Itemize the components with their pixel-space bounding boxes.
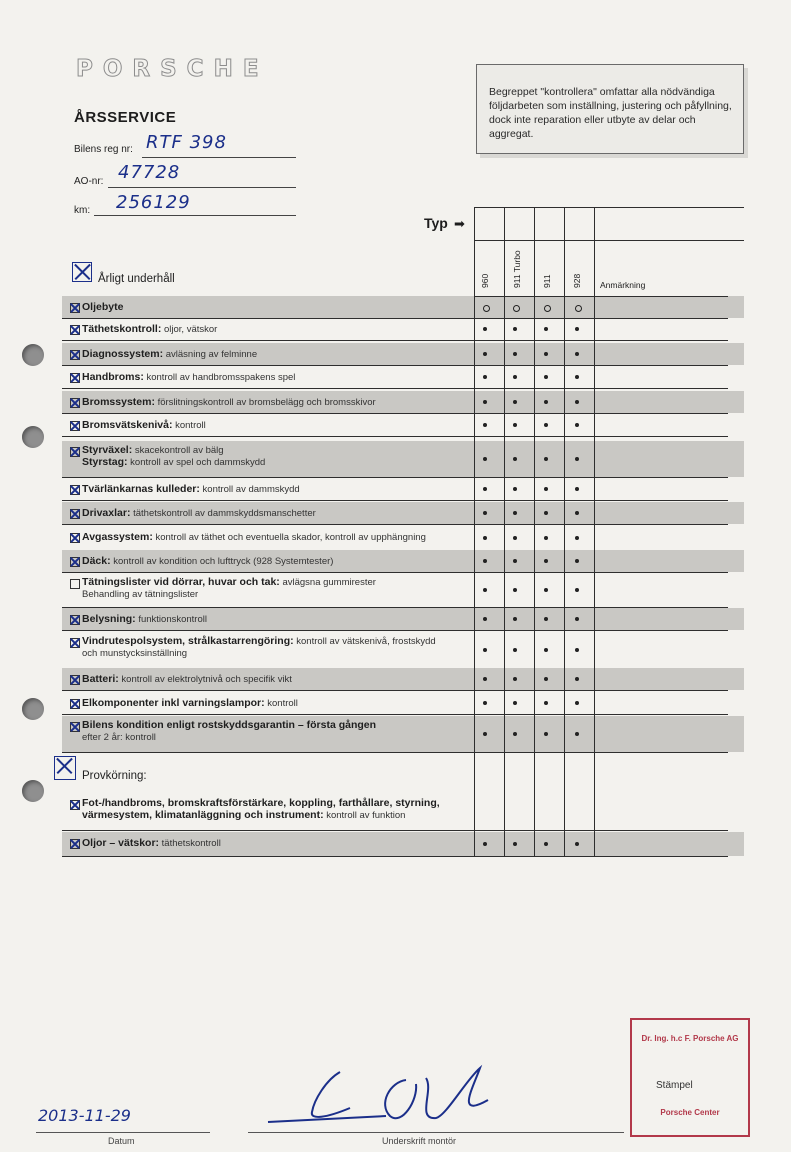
- dot-mark: [544, 375, 548, 379]
- checkbox-checked: [70, 699, 80, 709]
- binder-hole: [22, 698, 44, 720]
- row-text-detail: kontroll av vätskenivå, frostskydd: [293, 636, 436, 647]
- row-text: [82, 323, 217, 335]
- dot-mark: [544, 842, 548, 846]
- row-text-bold: Batteri:: [82, 673, 119, 685]
- row-text: [82, 371, 295, 383]
- section-checkbox: [72, 262, 92, 282]
- dot-mark: [483, 327, 487, 331]
- checkbox-checked: [70, 800, 80, 810]
- row-text-detail: kontroll: [264, 698, 298, 709]
- ring-mark: [575, 305, 582, 312]
- typ-label: Typ: [424, 215, 448, 231]
- row-text-bold: Styrväxel:: [82, 444, 133, 456]
- dot-mark: [513, 617, 517, 621]
- stamp-line-3: Porsche Center: [660, 1108, 720, 1117]
- row-text-detail: kontroll av handbromsspakens spel: [143, 372, 296, 383]
- row-text-detail-2: Behandling av tätningslister: [82, 589, 199, 600]
- row-line: [62, 630, 728, 631]
- dot-mark: [513, 842, 517, 846]
- dot-mark: [544, 457, 548, 461]
- row-line: [62, 436, 728, 437]
- checklist-row: [62, 502, 744, 524]
- checklist-row: [62, 794, 744, 830]
- dot-mark: [483, 617, 487, 621]
- row-text: [82, 697, 298, 709]
- signature-label: Underskrift montör: [382, 1136, 457, 1146]
- dot-mark: [483, 677, 487, 681]
- checklist-row: [62, 608, 744, 630]
- row-line: [62, 690, 728, 691]
- row-text-detail: funktionskontroll: [135, 614, 207, 625]
- dot-mark: [575, 559, 579, 563]
- dot-mark: [483, 487, 487, 491]
- reg-line: [142, 157, 296, 158]
- dot-mark: [513, 375, 517, 379]
- reg-value: RTF 398: [146, 132, 227, 153]
- dot-mark: [575, 677, 579, 681]
- row-text-detail: skacekontroll av bälg: [132, 445, 224, 456]
- checkbox-checked: [70, 373, 80, 383]
- row-text-bold: Avgassystem:: [82, 531, 153, 543]
- checkbox-checked: [70, 615, 80, 625]
- grid-bottom-line: [474, 296, 728, 297]
- checklist-row: [62, 296, 744, 318]
- row-text: [82, 301, 123, 313]
- dot-mark: [544, 732, 548, 736]
- checkbox-checked: [70, 557, 80, 567]
- row-text: [82, 419, 206, 431]
- checkbox-checked: [70, 675, 80, 685]
- ao-line: [108, 187, 296, 188]
- row-line: [62, 714, 728, 715]
- dot-mark: [483, 536, 487, 540]
- row-text-bold: Elkomponenter inkl varningslampor:: [82, 697, 265, 709]
- checkbox-checked: [70, 533, 80, 543]
- km-value: 256129: [116, 192, 191, 213]
- dot-mark: [575, 487, 579, 491]
- row-text-detail: kontroll av elektrolytnivå och specifik vikt: [118, 674, 292, 685]
- checklist-row: [62, 318, 744, 340]
- row-text-detail-2: kontroll av spel och dammskydd: [127, 457, 266, 468]
- dot-mark: [544, 487, 548, 491]
- dot-mark: [544, 423, 548, 427]
- ring-mark: [483, 305, 490, 312]
- dot-mark: [544, 648, 548, 652]
- dot-mark: [544, 588, 548, 592]
- reg-label: Bilens reg nr:: [74, 144, 133, 155]
- checklist-row: [62, 343, 744, 365]
- dot-mark: [575, 536, 579, 540]
- checkbox-checked: [70, 350, 80, 360]
- row-text-bold: Fot-/handbroms, bromskraftsförstärkare, koppling, farthållare, styrning,: [82, 797, 440, 809]
- row-text: [82, 396, 376, 408]
- dot-mark: [575, 423, 579, 427]
- row-text-detail: avlägsna gummirester: [279, 577, 376, 588]
- row-text-detail: kontroll av dammskydd: [199, 484, 300, 495]
- row-line: [62, 524, 728, 525]
- dot-mark: [544, 536, 548, 540]
- row-text-detail: täthetskontroll av dammskyddsmanschetter: [130, 508, 316, 519]
- dot-mark: [575, 617, 579, 621]
- arrow-right-icon: ➡: [454, 216, 465, 231]
- ao-label: AO-nr:: [74, 176, 104, 187]
- date-label: Datum: [108, 1136, 135, 1146]
- dot-mark: [513, 352, 517, 356]
- row-line: [62, 388, 728, 389]
- row-line: [62, 340, 728, 341]
- row-text-bold: Belysning:: [82, 613, 136, 625]
- checklist-row: [62, 692, 744, 714]
- dot-mark: [575, 327, 579, 331]
- row-text-detail-2: efter 2 år: kontroll: [82, 732, 156, 743]
- dot-mark: [513, 487, 517, 491]
- checkbox-checked: [70, 325, 80, 335]
- header-top-line: [474, 207, 744, 208]
- dot-mark: [575, 701, 579, 705]
- dot-mark: [483, 701, 487, 705]
- ao-value: 47728: [118, 162, 181, 183]
- checklist-row: [62, 573, 744, 607]
- section-label-annual: Årligt underhåll: [98, 273, 175, 285]
- dot-mark: [575, 457, 579, 461]
- dot-mark: [513, 732, 517, 736]
- row-text-detail-2: kontroll av funktion: [323, 810, 406, 821]
- remarks-header: Anmärkning: [600, 280, 646, 290]
- row-text: [82, 797, 440, 821]
- row-text-detail: kontroll av kondition och lufttryck (928 Systemtester): [110, 556, 334, 567]
- dot-mark: [544, 701, 548, 705]
- binder-hole: [22, 344, 44, 366]
- checkbox-checked: [70, 722, 80, 732]
- dot-mark: [513, 559, 517, 563]
- grid-col-line: [564, 207, 565, 857]
- dot-mark: [544, 400, 548, 404]
- row-text: [82, 719, 376, 743]
- notice-box: [476, 64, 744, 154]
- row-text-bold: Drivaxlar:: [82, 507, 131, 519]
- row-text: [82, 348, 257, 360]
- grid-col-line: [504, 207, 505, 857]
- dot-mark: [575, 648, 579, 652]
- checklist-row: [62, 414, 744, 436]
- dot-mark: [483, 423, 487, 427]
- grid-col-line: [534, 207, 535, 857]
- signature: [266, 1060, 496, 1130]
- section-checkbox: [54, 756, 76, 780]
- checklist-row: [62, 391, 744, 413]
- checklist-row: [62, 526, 744, 550]
- binder-hole: [22, 426, 44, 448]
- header-mid-line: [474, 240, 744, 241]
- grid-col-line: [594, 207, 595, 857]
- dot-mark: [575, 588, 579, 592]
- km-line: [94, 215, 296, 216]
- dot-mark: [513, 400, 517, 404]
- checklist-row: [62, 632, 744, 668]
- grid-col-line: [474, 207, 475, 857]
- row-text: [82, 507, 316, 519]
- checkbox-checked: [70, 421, 80, 431]
- dot-mark: [513, 423, 517, 427]
- column-header: 960: [480, 273, 490, 288]
- row-text-bold: Tvärlänkarnas kulleder:: [82, 483, 200, 495]
- row-text-bold: Vindrutespolsystem, strålkastarrengöring:: [82, 635, 294, 647]
- row-text: [82, 555, 333, 567]
- row-text-bold: Bilens kondition enligt rostskyddsgarantin – första gången: [82, 719, 377, 731]
- row-text-detail: förslitningskontroll av bromsbelägg och bromsskivor: [154, 397, 376, 408]
- row-text-bold: Diagnossystem:: [82, 348, 164, 360]
- checkbox-checked: [70, 509, 80, 519]
- dot-mark: [513, 677, 517, 681]
- dot-mark: [575, 352, 579, 356]
- dot-mark: [575, 842, 579, 846]
- checkbox-checked: [70, 447, 80, 457]
- row-text: [82, 837, 221, 849]
- dot-mark: [483, 511, 487, 515]
- checklist-row: [62, 832, 744, 856]
- dot-mark: [483, 352, 487, 356]
- column-header: 911: [542, 274, 552, 288]
- date-line: [36, 1132, 210, 1133]
- dot-mark: [483, 842, 487, 846]
- signature-line: [248, 1132, 624, 1133]
- dot-mark: [483, 457, 487, 461]
- row-text-detail: kontroll: [172, 420, 206, 431]
- dot-mark: [513, 648, 517, 652]
- checkbox-checked: [70, 638, 80, 648]
- row-line: [62, 752, 728, 753]
- row-text-bold: Bromssystem:: [82, 396, 155, 408]
- row-text-detail-2: och munstycksinställning: [82, 648, 188, 659]
- row-text-bold: Täthetskontroll:: [82, 323, 162, 335]
- page-title: ÅRSSERVICE: [74, 109, 177, 126]
- date-value: 2013-11-29: [38, 1106, 131, 1125]
- row-text: [82, 483, 300, 495]
- dot-mark: [513, 327, 517, 331]
- dot-mark: [575, 375, 579, 379]
- checklist-row: [62, 550, 744, 572]
- checklist-row: [62, 668, 744, 690]
- row-text-bold: Bromsvätskenivå:: [82, 419, 173, 431]
- row-text: [82, 613, 207, 625]
- dot-mark: [483, 732, 487, 736]
- checkbox-checked: [70, 839, 80, 849]
- row-line: [62, 830, 728, 831]
- row-line: [62, 500, 728, 501]
- section-label-testdrive: Provkörning:: [82, 770, 147, 782]
- row-text-detail: avläsning av felminne: [163, 349, 258, 360]
- dot-mark: [544, 511, 548, 515]
- binder-hole: [22, 780, 44, 802]
- dot-mark: [544, 327, 548, 331]
- stamp-line-1: Dr. Ing. h.c F. Porsche AG: [641, 1034, 739, 1043]
- row-text-bold-2: värmesystem, klimatanläggning och instrument:: [82, 809, 324, 821]
- checklist-row: [62, 716, 744, 752]
- ring-mark: [513, 305, 520, 312]
- checklist-row: [62, 441, 744, 477]
- row-text: [82, 444, 265, 468]
- checklist-row: [62, 366, 744, 388]
- column-header: 928: [572, 273, 582, 288]
- dot-mark: [575, 400, 579, 404]
- dealer-stamp: [630, 1018, 750, 1137]
- row-text-bold: Handbroms:: [82, 371, 144, 383]
- dot-mark: [483, 588, 487, 592]
- dot-mark: [575, 732, 579, 736]
- dot-mark: [513, 588, 517, 592]
- ring-mark: [544, 305, 551, 312]
- row-text: [82, 576, 376, 600]
- dot-mark: [513, 511, 517, 515]
- checklist-row: [62, 478, 744, 500]
- stamp-line-2: Stämpel: [656, 1080, 693, 1091]
- dot-mark: [513, 701, 517, 705]
- checkbox-checked: [70, 485, 80, 495]
- row-text: [82, 531, 426, 543]
- dot-mark: [483, 648, 487, 652]
- checkbox-checked: [70, 303, 80, 313]
- checkbox-empty: [70, 579, 80, 589]
- dot-mark: [483, 400, 487, 404]
- row-text-bold-2: Styrstag:: [82, 456, 128, 468]
- row-text-bold: Däck:: [82, 555, 111, 567]
- dot-mark: [544, 677, 548, 681]
- row-text-detail: oljor, vätskor: [161, 324, 218, 335]
- dot-mark: [544, 617, 548, 621]
- row-text-bold: Tätningslister vid dörrar, huvar och tak:: [82, 576, 280, 588]
- km-label: km:: [74, 205, 91, 216]
- dot-mark: [483, 375, 487, 379]
- notice-text: Begreppet "kontrollera" omfattar alla nödvändiga följdarbeten som inställning, justering och påfyllning, dock inte reparation eller utbyte av delar och aggregat.: [489, 86, 732, 140]
- column-header: 911 Turbo: [512, 250, 522, 288]
- checkbox-checked: [70, 398, 80, 408]
- row-text: [82, 673, 292, 685]
- row-line: [62, 856, 728, 857]
- row-text-detail: kontroll av täthet och eventuella skador, kontroll av upphängning: [152, 532, 426, 543]
- row-text-bold: Oljor – vätskor:: [82, 837, 160, 849]
- row-text: [82, 635, 436, 659]
- dot-mark: [575, 511, 579, 515]
- dot-mark: [513, 457, 517, 461]
- dot-mark: [483, 559, 487, 563]
- dot-mark: [513, 536, 517, 540]
- row-text-detail: täthetskontroll: [159, 838, 221, 849]
- porsche-logo: PORSCHE: [76, 56, 269, 82]
- row-text-bold: Oljebyte: [82, 301, 124, 313]
- dot-mark: [544, 352, 548, 356]
- dot-mark: [544, 559, 548, 563]
